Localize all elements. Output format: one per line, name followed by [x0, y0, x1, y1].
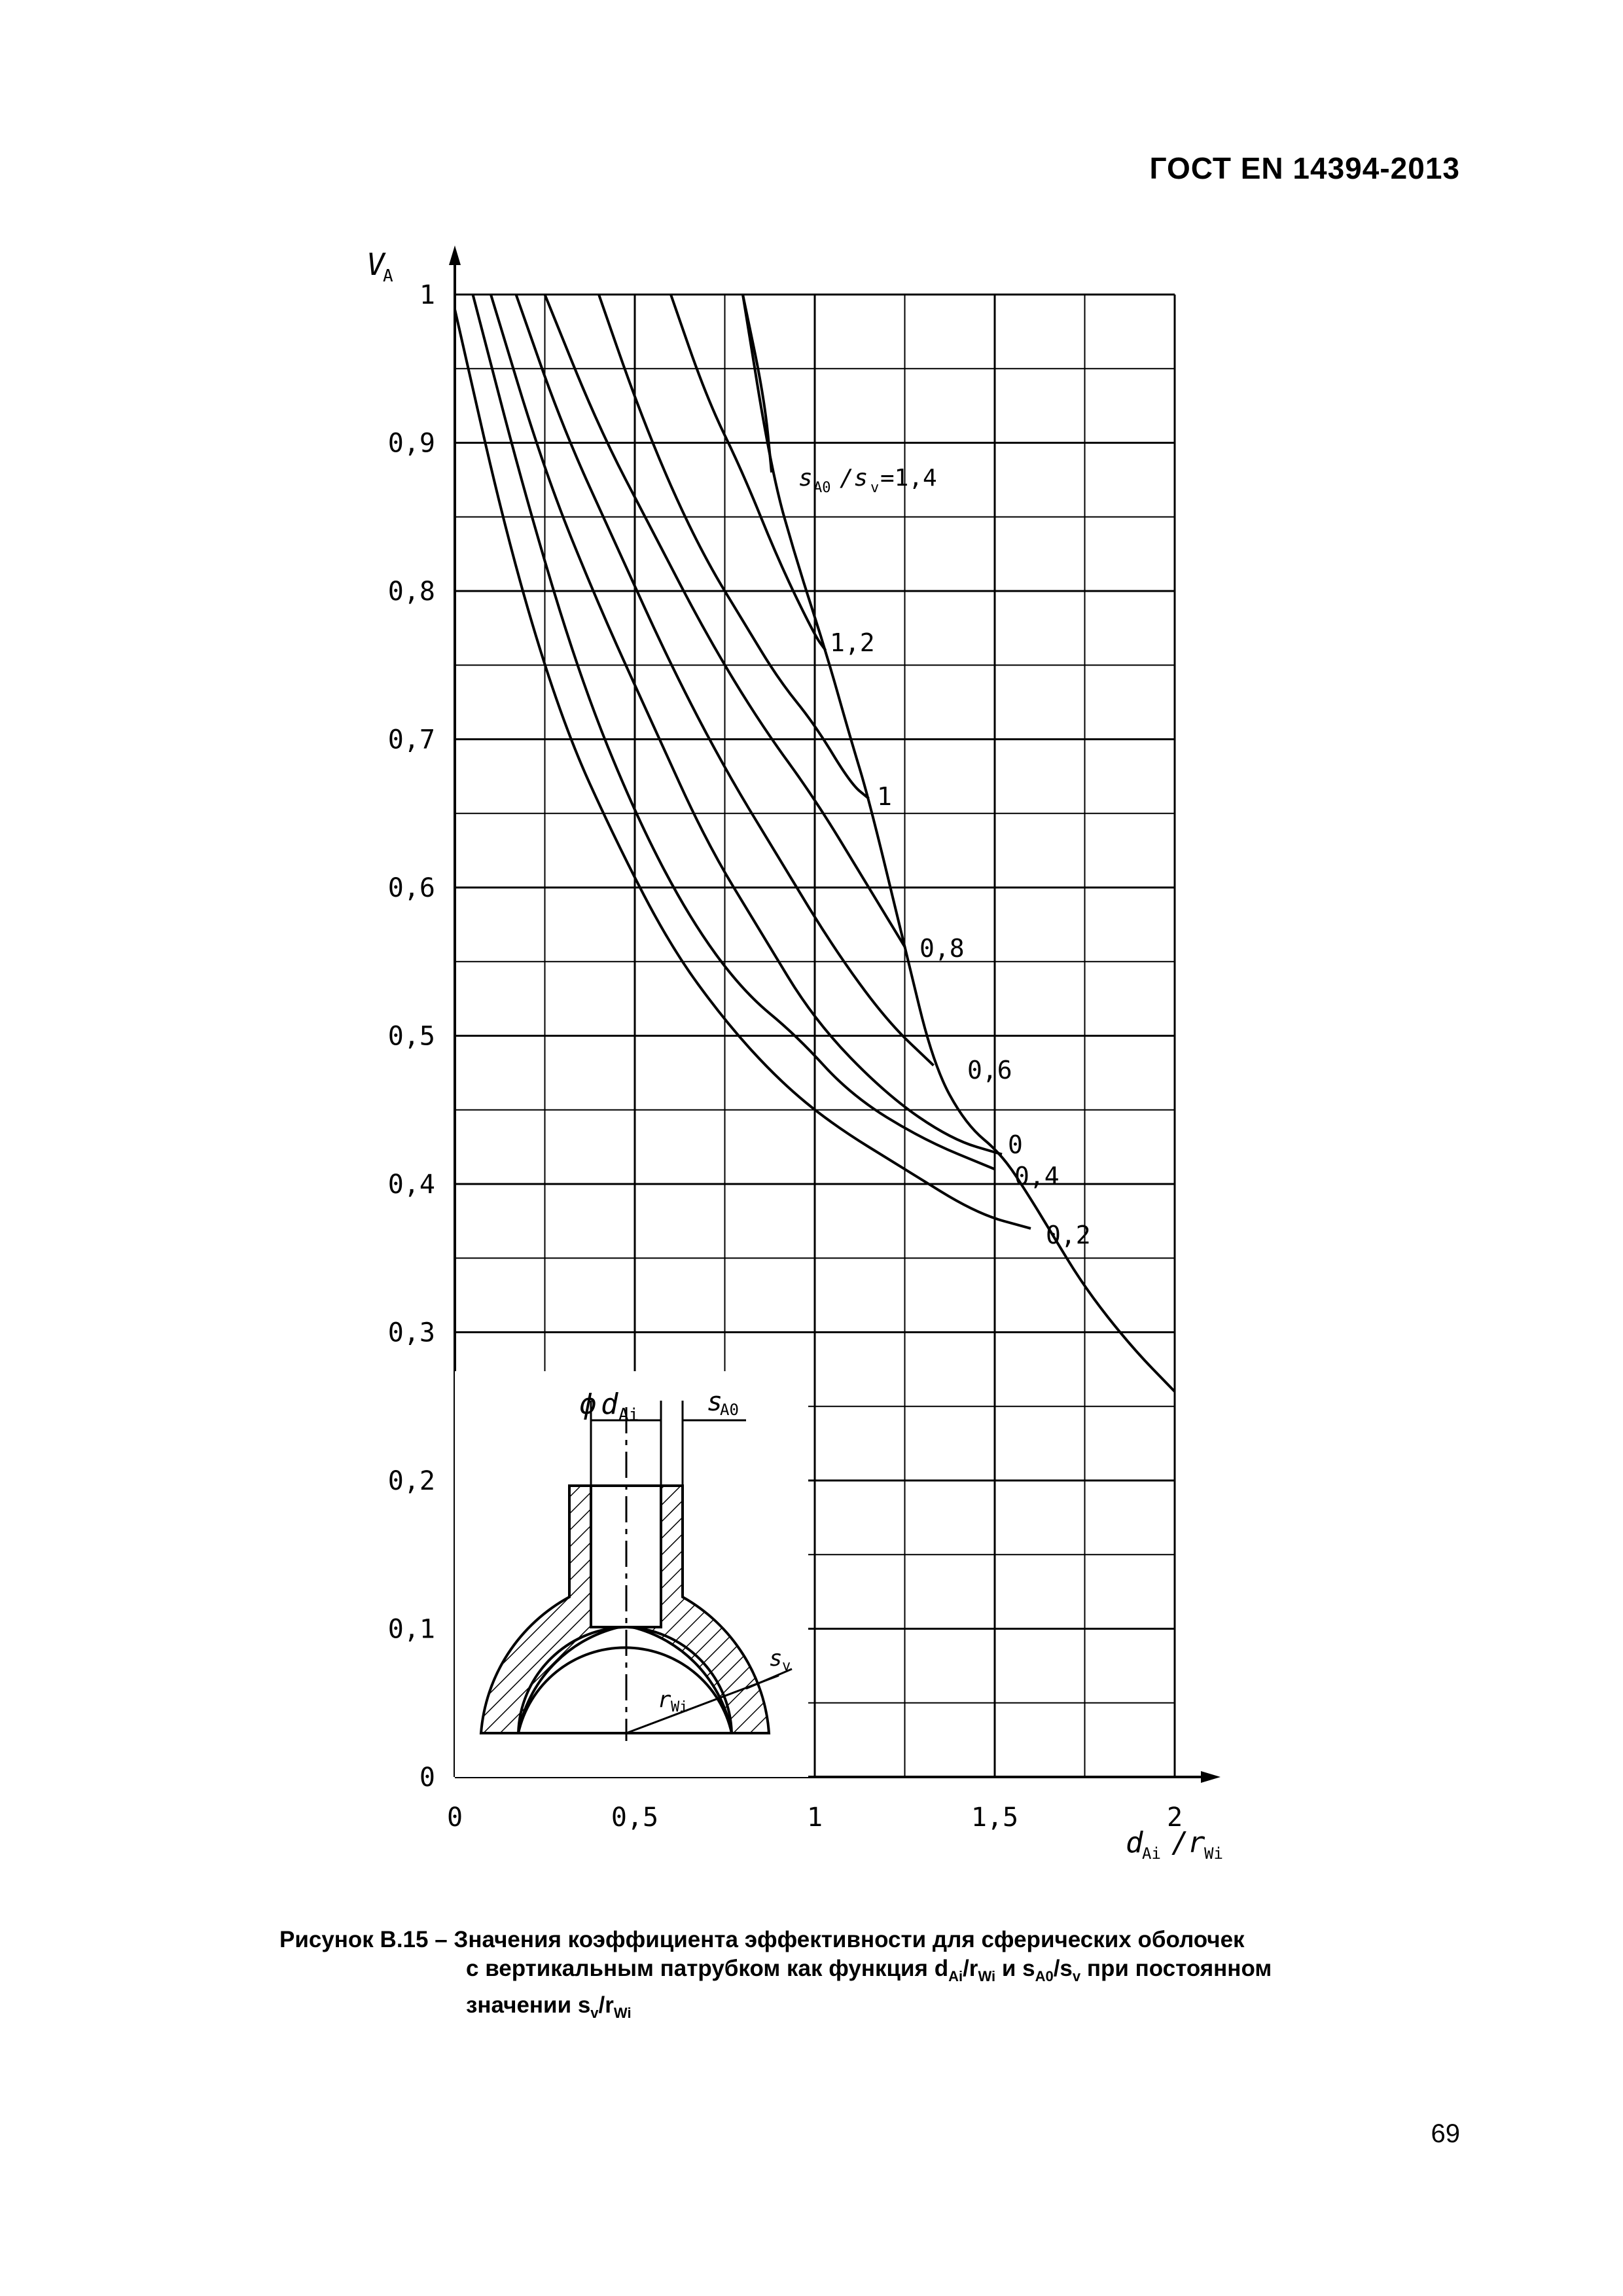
caption-prefix: Рисунок В.15 – [279, 1927, 454, 1952]
inset-label-r-sub: Wi [671, 1699, 688, 1715]
curve-label-1-4-mid: /s [840, 465, 868, 492]
curve-label-1-4-sub2: v [870, 480, 880, 496]
y-tick-label: 0 [419, 1763, 435, 1793]
inset-label-d: d [601, 1388, 618, 1421]
curve-label-1-4-value: =1,4 [880, 465, 937, 492]
inset-label-sv-sub: v [782, 1658, 791, 1674]
y-tick-label: 0,2 [387, 1466, 435, 1496]
curve-label: 1 [877, 782, 892, 811]
x-tick-label: 1,5 [971, 1803, 1019, 1833]
curve-label-1-4-main: s [798, 465, 813, 492]
curve-label: 1,2 [830, 628, 875, 657]
curve-label: 0,2 [1046, 1221, 1091, 1249]
y-tick-label: 0,8 [387, 577, 435, 607]
page-number: 69 [1431, 2119, 1460, 2148]
curve-label: 0 [1008, 1130, 1023, 1159]
curve-0-4 [473, 295, 995, 1169]
inset-label-s: s [707, 1387, 723, 1417]
y-tick-label: 0,4 [387, 1170, 435, 1200]
curve-envelope [743, 295, 1175, 1391]
y-tick-label: 0,1 [387, 1614, 435, 1645]
y-axis-arrow [449, 245, 461, 265]
y-tick-label: 0,6 [387, 873, 435, 903]
curve-label-1-4-sub1: A0 [813, 480, 831, 496]
y-tick-label: 0,3 [387, 1318, 435, 1348]
y-tick-label: 1 [419, 280, 435, 310]
x-tick-label: 2 [1166, 1803, 1183, 1833]
x-axis-label-sep: / [1171, 1826, 1189, 1859]
nozzle-inset-diagram [455, 1371, 808, 1777]
figure-caption: Рисунок В.15 – Значения коэффициента эффективности для сферических оболочек с вертикальным патрубком как функция $d_{Ai}/r_{Wi}$ и $s_{A0}/s_v$ при постоянном значении $s_v/r_{Wi}$ [279, 1927, 1272, 2021]
curve-1 [599, 295, 869, 798]
x-tick-label: 1 [806, 1803, 823, 1833]
inset-label-s-sub: A0 [720, 1401, 739, 1419]
curve-label: 0,6 [967, 1056, 1012, 1085]
x-tick-label: 0,5 [611, 1803, 659, 1833]
y-axis-label: V [366, 247, 385, 282]
x-axis-label-sub: Ai [1142, 1844, 1161, 1863]
curve-label: 0,8 [919, 934, 965, 963]
x-axis-label2-sub: Wi [1204, 1844, 1223, 1863]
inset-label-sv: s [769, 1645, 783, 1672]
caption-line1: Значения коэффициента эффективности для сферических оболочек [454, 1927, 1245, 1952]
curve-label: 0,4 [1014, 1162, 1060, 1191]
x-axis-label: d [1126, 1826, 1143, 1859]
x-axis-label2: r [1188, 1826, 1205, 1859]
x-axis-arrow [1201, 1771, 1221, 1783]
x-tick-label: 0 [446, 1803, 463, 1833]
y-tick-label: 0,7 [387, 725, 435, 755]
curve-0-2 [455, 310, 1031, 1229]
y-axis-label-sub: A [383, 266, 393, 286]
y-tick-label: 0,5 [387, 1021, 435, 1052]
document-id: ГОСТ EN 14394-2013 [1149, 151, 1460, 185]
inset-label-phi: ϕ [579, 1388, 597, 1421]
y-tick-label: 0,9 [387, 428, 435, 459]
inset-label-d-sub: Ai [618, 1405, 639, 1425]
inset-label-r: r [658, 1687, 671, 1713]
